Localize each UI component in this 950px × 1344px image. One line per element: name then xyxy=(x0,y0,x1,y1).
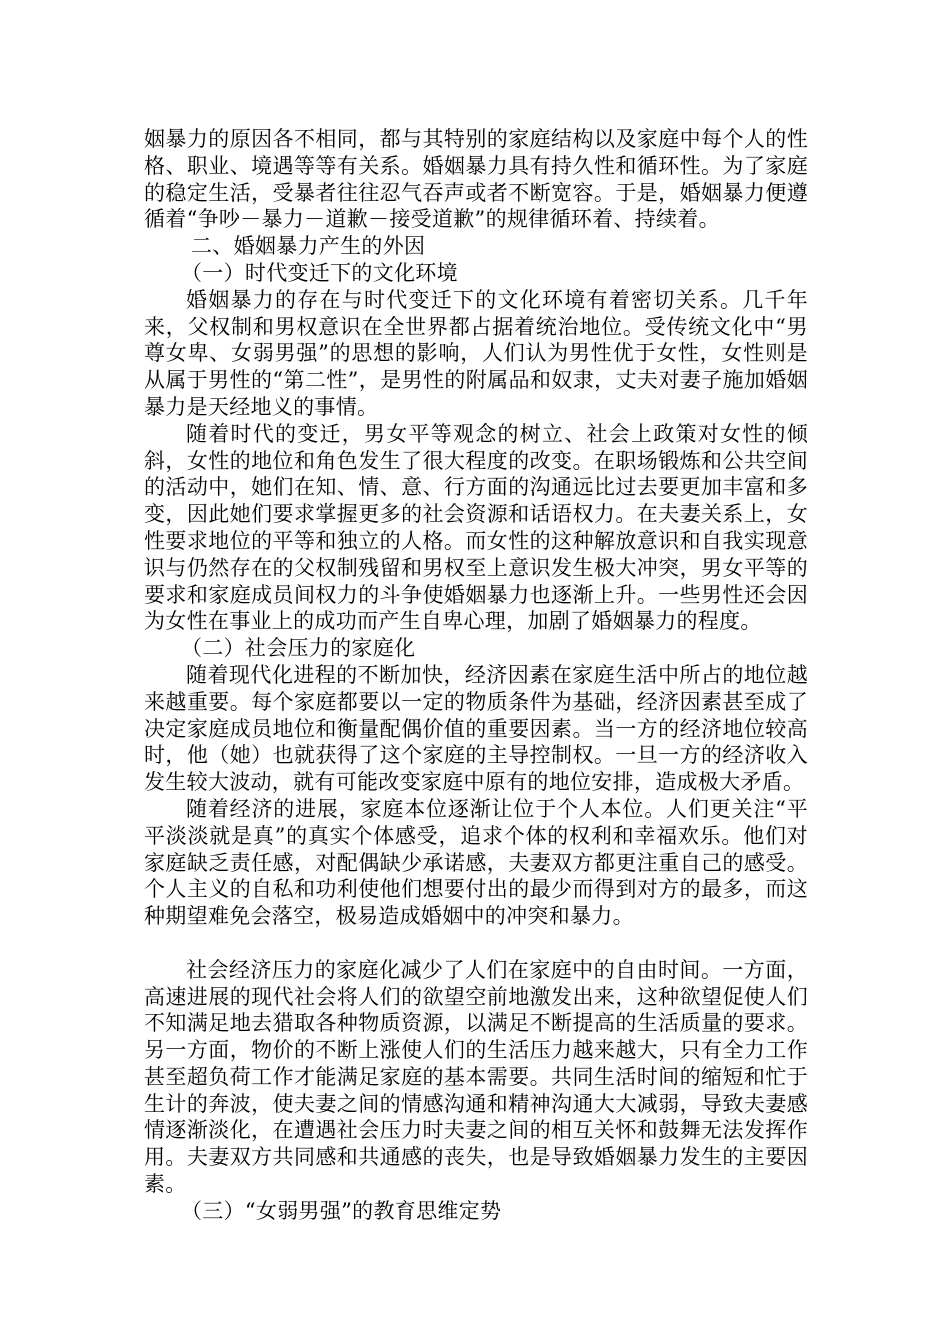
paragraph-pressure-1: 随着现代化进程的不断加快，经济因素在家庭生活中所占的地位越来越重要。每个家庭都要以一定的物质条件为基础，经济因素甚至成了决定家庭成员地位和衡量配偶价值的重要因素。当一方的经济地位较高时，他（她）也就获得了这个家庭的主导控制权。一旦一方的经济收入发生较大波动，就有可能改变家庭中原有的地位安排，造成极大矛盾。 xyxy=(144,662,808,795)
paragraph-continued: 姻暴力的原因各不相同，都与其特别的家庭结构以及家庭中每个人的性格、职业、境遇等等有关系。婚姻暴力具有持久性和循环性。为了家庭的稳定生活，受暴者往往忍气吞声或者不断宽容。于是，婚姻暴力便遵循着“争吵－暴力－道歉－接受道歉”的规律循环着、持续着。 xyxy=(144,127,808,232)
paragraph-cultural-2: 随着时代的变迁，男女平等观念的树立、社会上政策对女性的倾斜，女性的地位和角色发生了很大程度的改变。在职场锻炼和公共空间的活动中，她们在知、情、意、行方面的沟通远比过去要更加丰富和多变，因此她们要求掌握更多的社会资源和话语权力。在夫妻关系上，女性要求地位的平等和独立的人格。而女性的这种解放意识和自我实现意识与仍然存在的父权制残留和男权至上意识发生极大冲突，男女平等的要求和家庭成员间权力的斗争使婚姻暴力也逐渐上升。一些男性还会因为女性在事业上的成功而产生自卑心理，加剧了婚姻暴力的程度。 xyxy=(144,421,808,634)
section-heading-external-causes: 二、婚姻暴力产生的外因 xyxy=(191,234,426,259)
subheading-cultural-environment: （一）时代变迁下的文化环境 xyxy=(181,260,458,285)
paragraph-pressure-3: 社会经济压力的家庭化减少了人们在家庭中的自由时间。一方面，高速进展的现代社会将人们的欲望空前地激发出来，这种欲望促使人们不知满足地去猎取各种物质资源，以满足不断提高的生活质量的要求。另一方面，物价的不断上涨使人们的生活压力越来越大，只有全力工作甚至超负荷工作才能满足家庭的基本需要。共同生活时间的缩短和忙于生计的奔波，使夫妻之间的情感沟通和精神沟通大大减弱，导致夫妻感情逐渐淡化，在遭遇社会压力时夫妻之间的相互关怀和鼓舞无法发挥作用。夫妻双方共同感和共通感的丧失，也是导致婚姻暴力发生的主要因素。 xyxy=(144,957,808,1197)
subheading-education-mindset: （三）“女弱男强”的教育思维定势 xyxy=(181,1198,502,1223)
paragraph-pressure-2: 随着经济的进展，家庭本位逐渐让位于个人本位。人们更关注“平平淡淡就是真”的真实个体感受，追求个体的权利和幸福欢乐。他们对家庭缺乏责任感，对配偶缺少承诺感，夫妻双方都更注重自己的感受。个人主义的自私和功利使他们想要付出的最少而得到对方的最多，而这种期望难免会落空，极易造成婚姻中的冲突和暴力。 xyxy=(144,796,808,929)
subheading-social-pressure: （二）社会压力的家庭化 xyxy=(181,636,416,661)
document-page xyxy=(144,126,808,1225)
blank-line xyxy=(144,930,808,957)
paragraph-cultural-1: 婚姻暴力的存在与时代变迁下的文化环境有着密切关系。几千年来，父权制和男权意识在全世界都占据着统治地位。受传统文化中“男尊女卑、女弱男强”的思想的影响，人们认为男性优于女性，女性则是从属于男性的“第二性”，是男性的附属品和奴隶，丈夫对妻子施加婚姻暴力是天经地义的事情。 xyxy=(144,287,808,419)
